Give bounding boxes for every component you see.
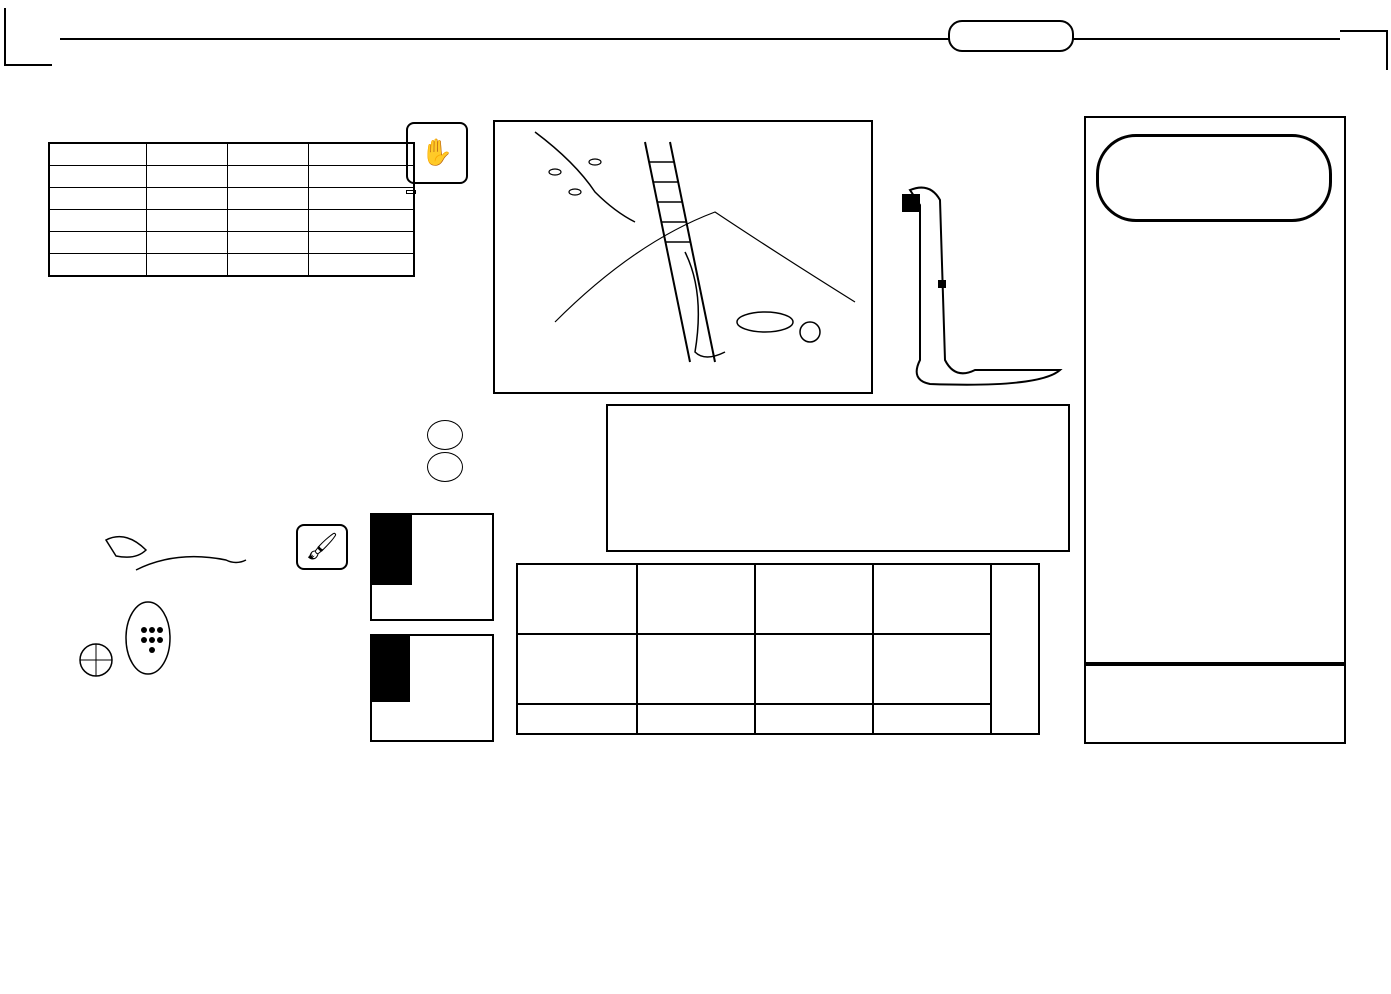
door-cell [49,188,147,210]
door-cell [49,210,147,232]
painter-icon: 🖌 [296,524,348,570]
weak-cell [228,166,309,188]
weak-cell [228,232,309,254]
horse-club-badge [507,406,597,546]
table-header [309,143,415,166]
strong-cell [147,188,228,210]
table-header [49,143,147,166]
table-row [49,210,414,232]
offer-cell [309,254,415,277]
table-row [49,166,414,188]
this-period-label [372,636,410,702]
notice-text [82,272,320,512]
zodiac-cell [874,565,992,733]
title-panel [1084,116,1346,664]
this-year-label [372,515,412,585]
hand-icon: ✋ [406,122,468,184]
poem-box [606,404,1070,552]
offer-cell [309,188,415,210]
weak-cell [228,188,309,210]
strong-cell [147,232,228,254]
corner-frame [4,8,52,66]
solve-text [252,610,340,940]
scroll-text [928,178,1008,338]
table-row [49,188,414,210]
bird-vase-illustration [66,520,256,700]
ladder-drawing [495,122,871,392]
table-row [49,232,414,254]
table-header [228,143,309,166]
dot-trend-grid [693,750,1355,960]
catch-label [406,190,416,194]
stripe-background [1094,232,1338,652]
zodiac-cell [638,565,756,733]
offer-cell [309,210,415,232]
left-mark-six-strip [4,110,24,990]
bottom-mark-six-strip [24,970,1390,990]
catch-num [427,452,463,482]
corner-frame-right [1340,30,1388,70]
zodiac-cell [518,565,638,733]
this-year-box [370,513,494,621]
door-strength-table [48,142,415,277]
schedule-box [1084,664,1346,744]
brand-oval [1096,134,1332,222]
zodiac-cell [756,565,874,733]
issue-badge [948,20,1074,52]
right-mark-six-strip [1368,110,1388,970]
catch-num [427,420,463,450]
header-rule [60,38,1340,40]
top-mark-six-strip [6,86,1390,106]
weak-cell [228,210,309,232]
table-header [147,143,228,166]
this-period-box [370,634,494,742]
zodiac-grid [516,563,1040,735]
ladder-illustration [493,120,873,394]
door-cell [49,232,147,254]
strong-cell [147,210,228,232]
offer-cell [309,232,415,254]
offer-cell [309,166,415,188]
table-header-row [49,143,414,166]
door-cell [49,166,147,188]
strong-cell [147,166,228,188]
